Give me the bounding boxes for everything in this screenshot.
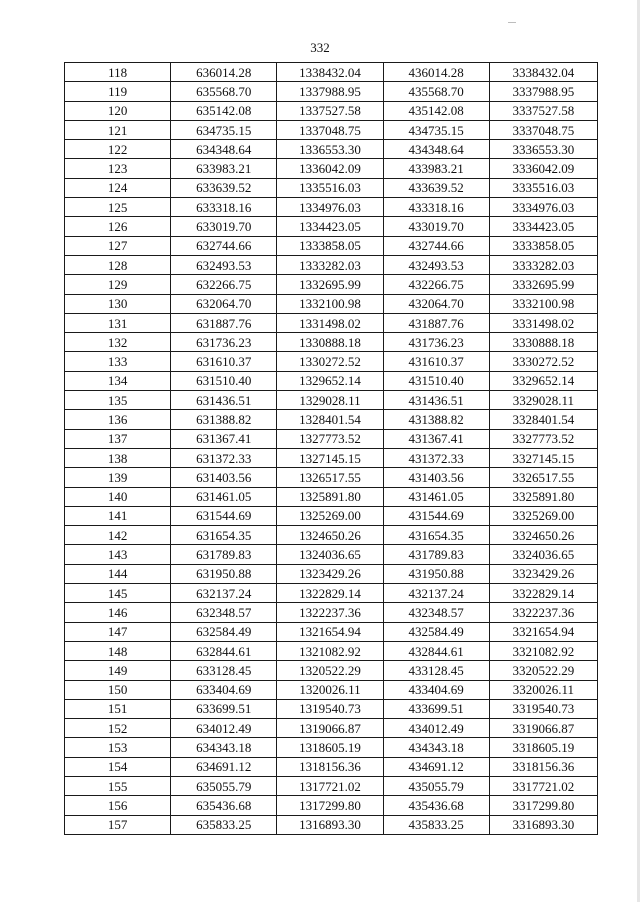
y-coordinate-cell: 1322237.36 — [277, 603, 383, 622]
x-coordinate-alt-cell: 433404.69 — [383, 680, 489, 699]
point-number-cell: 124 — [65, 178, 171, 197]
point-number-cell: 119 — [65, 82, 171, 101]
x-coordinate-alt-cell: 432137.24 — [383, 584, 489, 603]
table-row — [65, 506, 598, 525]
point-number-cell: 134 — [65, 371, 171, 390]
x-coordinate-cell: 634735.15 — [171, 120, 277, 139]
y-coordinate-cell: 1318156.36 — [277, 757, 383, 776]
x-coordinate-cell: 635833.25 — [171, 815, 277, 834]
y-coordinate-cell: 1317721.02 — [277, 776, 383, 795]
x-coordinate-alt-cell: 436014.28 — [383, 63, 489, 82]
y-coordinate-alt-cell: 3323429.26 — [489, 564, 597, 583]
table-row — [65, 82, 598, 101]
y-coordinate-cell: 1324650.26 — [277, 526, 383, 545]
y-coordinate-cell: 1323429.26 — [277, 564, 383, 583]
x-coordinate-cell: 634012.49 — [171, 719, 277, 738]
point-number-cell: 154 — [65, 757, 171, 776]
y-coordinate-cell: 1332695.99 — [277, 275, 383, 294]
x-coordinate-alt-cell: 434348.64 — [383, 140, 489, 159]
table-row — [65, 448, 598, 467]
y-coordinate-cell: 1330272.52 — [277, 352, 383, 371]
y-coordinate-alt-cell: 3321654.94 — [489, 622, 597, 641]
y-coordinate-alt-cell: 3330888.18 — [489, 333, 597, 352]
y-coordinate-cell: 1336042.09 — [277, 159, 383, 178]
table-row — [65, 333, 598, 352]
point-number-cell: 140 — [65, 487, 171, 506]
y-coordinate-alt-cell: 3324650.26 — [489, 526, 597, 545]
x-coordinate-alt-cell: 431388.82 — [383, 410, 489, 429]
table-row — [65, 545, 598, 564]
point-number-cell: 127 — [65, 236, 171, 255]
x-coordinate-alt-cell: 431461.05 — [383, 487, 489, 506]
table-row — [65, 275, 598, 294]
y-coordinate-alt-cell: 3319066.87 — [489, 719, 597, 738]
y-coordinate-cell: 1322829.14 — [277, 584, 383, 603]
table-row — [65, 487, 598, 506]
y-coordinate-cell: 1331498.02 — [277, 313, 383, 332]
y-coordinate-alt-cell: 3333282.03 — [489, 255, 597, 274]
point-number-cell: 139 — [65, 468, 171, 487]
y-coordinate-alt-cell: 3336553.30 — [489, 140, 597, 159]
x-coordinate-alt-cell: 432584.49 — [383, 622, 489, 641]
x-coordinate-cell: 631436.51 — [171, 391, 277, 410]
point-number-cell: 150 — [65, 680, 171, 699]
x-coordinate-cell: 631950.88 — [171, 564, 277, 583]
x-coordinate-cell: 635055.79 — [171, 776, 277, 795]
y-coordinate-alt-cell: 3316893.30 — [489, 815, 597, 834]
x-coordinate-alt-cell: 431789.83 — [383, 545, 489, 564]
table-row — [65, 101, 598, 120]
point-number-cell: 152 — [65, 719, 171, 738]
y-coordinate-cell: 1338432.04 — [277, 63, 383, 82]
point-number-cell: 143 — [65, 545, 171, 564]
y-coordinate-alt-cell: 3325269.00 — [489, 506, 597, 525]
x-coordinate-cell: 632584.49 — [171, 622, 277, 641]
y-coordinate-alt-cell: 3332695.99 — [489, 275, 597, 294]
x-coordinate-cell: 632137.24 — [171, 584, 277, 603]
y-coordinate-alt-cell: 3329028.11 — [489, 391, 597, 410]
x-coordinate-alt-cell: 435142.08 — [383, 101, 489, 120]
table-row — [65, 217, 598, 236]
y-coordinate-cell: 1335516.03 — [277, 178, 383, 197]
x-coordinate-cell: 631887.76 — [171, 313, 277, 332]
y-coordinate-cell: 1334976.03 — [277, 198, 383, 217]
y-coordinate-alt-cell: 3337048.75 — [489, 120, 597, 139]
y-coordinate-alt-cell: 3334976.03 — [489, 198, 597, 217]
table-row — [65, 468, 598, 487]
table-row — [65, 815, 598, 834]
x-coordinate-cell: 632266.75 — [171, 275, 277, 294]
x-coordinate-alt-cell: 435055.79 — [383, 776, 489, 795]
table-row — [65, 757, 598, 776]
table-row — [65, 699, 598, 718]
y-coordinate-cell: 1320522.29 — [277, 661, 383, 680]
table-row — [65, 159, 598, 178]
y-coordinate-alt-cell: 3324036.65 — [489, 545, 597, 564]
x-coordinate-cell: 635142.08 — [171, 101, 277, 120]
table-row — [65, 255, 598, 274]
point-number-cell: 142 — [65, 526, 171, 545]
x-coordinate-cell: 631388.82 — [171, 410, 277, 429]
x-coordinate-alt-cell: 435436.68 — [383, 796, 489, 815]
table-row — [65, 584, 598, 603]
y-coordinate-alt-cell: 3320026.11 — [489, 680, 597, 699]
table-row — [65, 63, 598, 82]
x-coordinate-alt-cell: 434691.12 — [383, 757, 489, 776]
table-row — [65, 641, 598, 660]
x-coordinate-cell: 631544.69 — [171, 506, 277, 525]
coordinate-table-body — [65, 63, 598, 835]
point-number-cell: 141 — [65, 506, 171, 525]
y-coordinate-cell: 1327145.15 — [277, 448, 383, 467]
x-coordinate-alt-cell: 434735.15 — [383, 120, 489, 139]
x-coordinate-cell: 632064.70 — [171, 294, 277, 313]
point-number-cell: 145 — [65, 584, 171, 603]
point-number-cell: 125 — [65, 198, 171, 217]
y-coordinate-alt-cell: 3331498.02 — [489, 313, 597, 332]
y-coordinate-cell: 1320026.11 — [277, 680, 383, 699]
table-row — [65, 236, 598, 255]
point-number-cell: 122 — [65, 140, 171, 159]
y-coordinate-cell: 1325891.80 — [277, 487, 383, 506]
y-coordinate-cell: 1333858.05 — [277, 236, 383, 255]
y-coordinate-cell: 1337048.75 — [277, 120, 383, 139]
table-row — [65, 429, 598, 448]
y-coordinate-cell: 1329028.11 — [277, 391, 383, 410]
y-coordinate-alt-cell: 3337988.95 — [489, 82, 597, 101]
y-coordinate-cell: 1336553.30 — [277, 140, 383, 159]
page-number: 332 — [310, 40, 330, 55]
table-row — [65, 120, 598, 139]
x-coordinate-cell: 633128.45 — [171, 661, 277, 680]
y-coordinate-alt-cell: 3333858.05 — [489, 236, 597, 255]
y-coordinate-alt-cell: 3337527.58 — [489, 101, 597, 120]
x-coordinate-alt-cell: 431610.37 — [383, 352, 489, 371]
point-number-cell: 121 — [65, 120, 171, 139]
x-coordinate-cell: 632744.66 — [171, 236, 277, 255]
x-coordinate-cell: 631461.05 — [171, 487, 277, 506]
x-coordinate-alt-cell: 435568.70 — [383, 82, 489, 101]
y-coordinate-alt-cell: 3319540.73 — [489, 699, 597, 718]
point-number-cell: 147 — [65, 622, 171, 641]
x-coordinate-alt-cell: 432266.75 — [383, 275, 489, 294]
y-coordinate-alt-cell: 3327145.15 — [489, 448, 597, 467]
point-number-cell: 126 — [65, 217, 171, 236]
x-coordinate-alt-cell: 431950.88 — [383, 564, 489, 583]
x-coordinate-alt-cell: 431372.33 — [383, 448, 489, 467]
x-coordinate-alt-cell: 434012.49 — [383, 719, 489, 738]
x-coordinate-alt-cell: 433699.51 — [383, 699, 489, 718]
y-coordinate-cell: 1316893.30 — [277, 815, 383, 834]
point-number-cell: 123 — [65, 159, 171, 178]
point-number-cell: 133 — [65, 352, 171, 371]
table-row — [65, 776, 598, 795]
x-coordinate-alt-cell: 433983.21 — [383, 159, 489, 178]
x-coordinate-cell: 634343.18 — [171, 738, 277, 757]
x-coordinate-alt-cell: 431403.56 — [383, 468, 489, 487]
table-row — [65, 198, 598, 217]
x-coordinate-alt-cell: 435833.25 — [383, 815, 489, 834]
point-number-cell: 118 — [65, 63, 171, 82]
x-coordinate-cell: 631510.40 — [171, 371, 277, 390]
point-number-cell: 146 — [65, 603, 171, 622]
y-coordinate-alt-cell: 3328401.54 — [489, 410, 597, 429]
y-coordinate-alt-cell: 3329652.14 — [489, 371, 597, 390]
y-coordinate-alt-cell: 3317721.02 — [489, 776, 597, 795]
y-coordinate-alt-cell: 3322237.36 — [489, 603, 597, 622]
x-coordinate-alt-cell: 431654.35 — [383, 526, 489, 545]
point-number-cell: 130 — [65, 294, 171, 313]
x-coordinate-cell: 634348.64 — [171, 140, 277, 159]
y-coordinate-alt-cell: 3318605.19 — [489, 738, 597, 757]
y-coordinate-cell: 1334423.05 — [277, 217, 383, 236]
y-coordinate-alt-cell: 3338432.04 — [489, 63, 597, 82]
y-coordinate-cell: 1319066.87 — [277, 719, 383, 738]
point-number-cell: 151 — [65, 699, 171, 718]
y-coordinate-cell: 1321654.94 — [277, 622, 383, 641]
y-coordinate-cell: 1337988.95 — [277, 82, 383, 101]
x-coordinate-alt-cell: 433128.45 — [383, 661, 489, 680]
x-coordinate-cell: 633019.70 — [171, 217, 277, 236]
point-number-cell: 132 — [65, 333, 171, 352]
y-coordinate-cell: 1325269.00 — [277, 506, 383, 525]
x-coordinate-alt-cell: 431887.76 — [383, 313, 489, 332]
scan-speck — [508, 22, 516, 23]
x-coordinate-cell: 632348.57 — [171, 603, 277, 622]
x-coordinate-cell: 632844.61 — [171, 641, 277, 660]
point-number-cell: 144 — [65, 564, 171, 583]
x-coordinate-alt-cell: 431736.23 — [383, 333, 489, 352]
point-number-cell: 157 — [65, 815, 171, 834]
x-coordinate-alt-cell: 433639.52 — [383, 178, 489, 197]
y-coordinate-cell: 1319540.73 — [277, 699, 383, 718]
table-row — [65, 410, 598, 429]
point-number-cell: 156 — [65, 796, 171, 815]
table-row — [65, 603, 598, 622]
x-coordinate-alt-cell: 431510.40 — [383, 371, 489, 390]
x-coordinate-alt-cell: 433019.70 — [383, 217, 489, 236]
y-coordinate-alt-cell: 3336042.09 — [489, 159, 597, 178]
y-coordinate-cell: 1330888.18 — [277, 333, 383, 352]
x-coordinate-alt-cell: 431544.69 — [383, 506, 489, 525]
y-coordinate-cell: 1333282.03 — [277, 255, 383, 274]
y-coordinate-alt-cell: 3320522.29 — [489, 661, 597, 680]
point-number-cell: 138 — [65, 448, 171, 467]
y-coordinate-cell: 1318605.19 — [277, 738, 383, 757]
x-coordinate-cell: 636014.28 — [171, 63, 277, 82]
y-coordinate-cell: 1328401.54 — [277, 410, 383, 429]
x-coordinate-alt-cell: 432064.70 — [383, 294, 489, 313]
x-coordinate-cell: 633318.16 — [171, 198, 277, 217]
table-row — [65, 391, 598, 410]
y-coordinate-alt-cell: 3335516.03 — [489, 178, 597, 197]
y-coordinate-alt-cell: 3334423.05 — [489, 217, 597, 236]
x-coordinate-alt-cell: 432844.61 — [383, 641, 489, 660]
x-coordinate-alt-cell: 431367.41 — [383, 429, 489, 448]
x-coordinate-alt-cell: 433318.16 — [383, 198, 489, 217]
y-coordinate-alt-cell: 3325891.80 — [489, 487, 597, 506]
x-coordinate-cell: 631403.56 — [171, 468, 277, 487]
point-number-cell: 135 — [65, 391, 171, 410]
table-row — [65, 564, 598, 583]
y-coordinate-alt-cell: 3332100.98 — [489, 294, 597, 313]
point-number-cell: 149 — [65, 661, 171, 680]
y-coordinate-cell: 1321082.92 — [277, 641, 383, 660]
table-row — [65, 622, 598, 641]
y-coordinate-alt-cell: 3318156.36 — [489, 757, 597, 776]
y-coordinate-alt-cell: 3327773.52 — [489, 429, 597, 448]
y-coordinate-cell: 1332100.98 — [277, 294, 383, 313]
table-row — [65, 140, 598, 159]
x-coordinate-cell: 634691.12 — [171, 757, 277, 776]
x-coordinate-cell: 633404.69 — [171, 680, 277, 699]
point-number-cell: 136 — [65, 410, 171, 429]
x-coordinate-cell: 631736.23 — [171, 333, 277, 352]
y-coordinate-cell: 1326517.55 — [277, 468, 383, 487]
x-coordinate-alt-cell: 432744.66 — [383, 236, 489, 255]
x-coordinate-cell: 633639.52 — [171, 178, 277, 197]
x-coordinate-cell: 633983.21 — [171, 159, 277, 178]
table-row — [65, 352, 598, 371]
y-coordinate-alt-cell: 3317299.80 — [489, 796, 597, 815]
table-row — [65, 526, 598, 545]
point-number-cell: 129 — [65, 275, 171, 294]
x-coordinate-alt-cell: 432493.53 — [383, 255, 489, 274]
table-row — [65, 738, 598, 757]
y-coordinate-cell: 1327773.52 — [277, 429, 383, 448]
y-coordinate-cell: 1329652.14 — [277, 371, 383, 390]
table-row — [65, 313, 598, 332]
x-coordinate-cell: 631367.41 — [171, 429, 277, 448]
point-number-cell: 148 — [65, 641, 171, 660]
table-row — [65, 661, 598, 680]
table-row — [65, 719, 598, 738]
coordinate-table — [64, 62, 598, 835]
x-coordinate-cell: 633699.51 — [171, 699, 277, 718]
x-coordinate-alt-cell: 431436.51 — [383, 391, 489, 410]
point-number-cell: 128 — [65, 255, 171, 274]
point-number-cell: 120 — [65, 101, 171, 120]
table-row — [65, 178, 598, 197]
point-number-cell: 131 — [65, 313, 171, 332]
x-coordinate-cell: 631654.35 — [171, 526, 277, 545]
x-coordinate-cell: 635568.70 — [171, 82, 277, 101]
x-coordinate-alt-cell: 432348.57 — [383, 603, 489, 622]
table-row — [65, 796, 598, 815]
y-coordinate-alt-cell: 3330272.52 — [489, 352, 597, 371]
y-coordinate-alt-cell: 3322829.14 — [489, 584, 597, 603]
x-coordinate-cell: 631610.37 — [171, 352, 277, 371]
table-row — [65, 680, 598, 699]
y-coordinate-alt-cell: 3321082.92 — [489, 641, 597, 660]
x-coordinate-alt-cell: 434343.18 — [383, 738, 489, 757]
table-row — [65, 294, 598, 313]
y-coordinate-cell: 1337527.58 — [277, 101, 383, 120]
x-coordinate-cell: 635436.68 — [171, 796, 277, 815]
x-coordinate-cell: 632493.53 — [171, 255, 277, 274]
point-number-cell: 153 — [65, 738, 171, 757]
point-number-cell: 137 — [65, 429, 171, 448]
y-coordinate-cell: 1324036.65 — [277, 545, 383, 564]
y-coordinate-cell: 1317299.80 — [277, 796, 383, 815]
table-row — [65, 371, 598, 390]
point-number-cell: 155 — [65, 776, 171, 795]
x-coordinate-cell: 631789.83 — [171, 545, 277, 564]
x-coordinate-cell: 631372.33 — [171, 448, 277, 467]
y-coordinate-alt-cell: 3326517.55 — [489, 468, 597, 487]
